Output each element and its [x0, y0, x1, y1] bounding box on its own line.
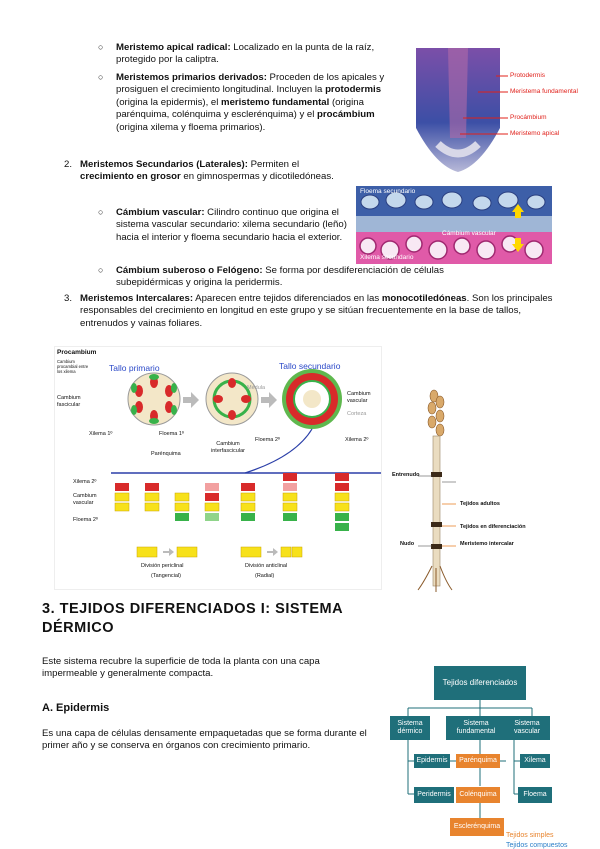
item-apical-radical: [116, 42, 394, 67]
item-text: Localizado en la punta de la raíz, protegido por la caliptra.: [116, 42, 375, 66]
tree-node-peridermis: Peridermis: [414, 787, 454, 803]
item-title: Meristemos Secundarios (Laterales):: [80, 159, 248, 170]
bold-term: crecimiento en grosor: [80, 171, 181, 183]
label-cambium-vascular-top: Cambium vascular: [347, 391, 371, 404]
label-radial: (Radial): [255, 573, 275, 579]
item-text: Aparecen entre tejidos diferenciados en las: [193, 293, 382, 304]
bullet: ○: [98, 207, 104, 217]
label-xilema-1: Xilema 1º: [89, 431, 113, 437]
label-cambium-vascular: Cambium vascular: [73, 493, 97, 506]
label-corteza: Corteza: [347, 411, 367, 417]
cambium-cells: [356, 186, 552, 264]
epidermis-paragraph: Es una capa de células densamente empaquetadas que se forma durante el primer año y se conserva en órganos con crecimiento primario.: [42, 728, 367, 752]
label-protodermis: Protodermis: [510, 72, 546, 79]
bold-term: monocotiledóneas: [381, 293, 467, 304]
item-secundarios: [80, 159, 344, 184]
label-tejidos-diferenciacion: Tejidos en diferenciación: [460, 524, 526, 530]
tree-node-xilema: Xilema: [520, 754, 550, 768]
label-division-periclinal: División periclinal: [141, 563, 184, 569]
label-cambium-interfascicular: Cambium interfascicular: [211, 441, 245, 454]
tree-node-floema: Floema: [518, 787, 552, 803]
list-number: 2.: [64, 159, 73, 170]
label-xilema-secundario: Xilema secundario: [360, 254, 414, 261]
label-nudo: Nudo: [400, 541, 415, 547]
label-parenquima: Parénquima: [151, 451, 181, 457]
label-meristema-fundamental: Meristema fundamental: [510, 88, 578, 95]
legend-tejidos-simples: Tejidos simples: [506, 832, 554, 839]
label-floema-2: Floema 2º: [73, 517, 98, 523]
bold-term: meristemo fundamental: [221, 96, 330, 108]
item-title: Meristemo apical radical:: [116, 42, 231, 53]
subheading-epidermis: A. Epidermis: [42, 702, 110, 714]
label-tangencial: (Tangencial): [151, 573, 181, 579]
stem-diagram: [54, 346, 382, 590]
label-floema-1: Floema 1º: [159, 431, 184, 437]
item-text: Permiten el: [247, 159, 300, 170]
label-floema-2-top: Floema 2º: [255, 437, 280, 443]
cambium-micrograph: [356, 186, 552, 264]
tree-node-colenquima: Colénquima: [456, 787, 500, 803]
bold-term: protodermis: [325, 84, 382, 96]
label-procambium: Procambium: [57, 349, 97, 356]
label-cambium-fascicular: Cambium fascicular: [57, 395, 81, 408]
intro-paragraph: Este sistema recubre la superficie de toda la planta con una capa impermeable y generalmente compacta.: [42, 656, 320, 680]
item-text: (origina xilema y floema primarios).: [116, 121, 266, 133]
tree-node-parenquima: Parénquima: [456, 754, 500, 768]
title-tallo-primario: Tallo primario: [109, 363, 160, 373]
label-meristemo-apical: Meristemo apical: [510, 130, 560, 137]
label-xilema-2-top: Xilema 2º: [345, 437, 369, 443]
item-title: Cámbium suberoso o Felógeno:: [116, 265, 263, 276]
label-division-anticlinal: División anticlinal: [245, 563, 288, 569]
bold-term: procámbium: [317, 109, 375, 121]
label-procambium: Procámbium: [510, 114, 547, 121]
tree-node-sistema-dermico: Sistema dérmico: [390, 716, 430, 740]
bullet: ○: [98, 265, 104, 275]
bullet: ○: [98, 42, 104, 52]
tree-node-tejidos-diferenciados: Tejidos diferenciados: [434, 666, 526, 700]
item-text: Proceden de los apicales y prosiguen el crecimiento longitudinal. Incluyen la: [116, 72, 385, 96]
tree-node-epidermis: Epidermis: [414, 754, 450, 768]
item-primarios-derivados: [116, 72, 396, 134]
list-number: 3.: [64, 293, 73, 304]
item-cambium-vascular: [116, 207, 356, 244]
label-floema-secundario: Floema secundario: [360, 188, 416, 195]
label-tejidos-adultos: Tejidos adultos: [460, 501, 500, 507]
label-xilema-2: Xilema 2º: [73, 479, 97, 485]
root-tip-figure: [408, 48, 593, 172]
label-entrenudo: Entrenudo: [392, 472, 420, 478]
title-tallo-secundario: Tallo secundario: [279, 361, 341, 371]
item-title: Meristemos Intercalares:: [80, 293, 194, 304]
item-text: Cilindro continuo que origina el sistema vascular secundario: xilema secundario (leño) hacia el interior y floema secundario hacia el exterior.: [116, 207, 347, 243]
section-title: 3. TEJIDOS DIFERENCIADOS I: SISTEMA DÉRMICO: [42, 601, 343, 636]
grass-stem-figure: [388, 386, 568, 592]
label-meristemo-intercalar: Meristemo intercalar: [460, 541, 514, 547]
label-medula: Médula: [247, 385, 266, 391]
label-proc-note: Cambium procambial entre los xilema: [57, 359, 89, 374]
tree-node-sistema-fundamental: Sistema fundamental: [446, 716, 506, 740]
bullet: ○: [98, 72, 104, 82]
item-title: Meristemos primarios derivados:: [116, 72, 267, 83]
item-text: en gimnospermas y dicotiledóneas.: [180, 171, 334, 183]
legend-tejidos-compuestos: Tejidos compuestos: [506, 842, 568, 849]
item-intercalares: [80, 293, 558, 330]
item-text: Se forma por desdiferenciación de células subepidérmicas y origina la peridermis.: [116, 265, 444, 289]
item-text: . Son los principales responsables del crecimiento en longitud en este grupo y se sitúan frecuentemente en la base de tallos, entrenudos y vainas foliares.: [80, 293, 553, 329]
tree-node-esclerenquima: Esclerénquima: [450, 818, 504, 836]
stem-diagram-art: [55, 347, 381, 589]
tree-node-sistema-vascular: Sistema vascular: [504, 716, 550, 740]
item-title: Cámbium vascular:: [116, 207, 205, 218]
item-text: (origina la epidermis), el: [116, 96, 222, 108]
label-cambium-vascular: Cámbium vascular: [442, 230, 496, 237]
item-text: (origina parénquima, colénquima y esclerénquima) y el: [116, 96, 364, 121]
item-felogeno: [116, 265, 476, 290]
